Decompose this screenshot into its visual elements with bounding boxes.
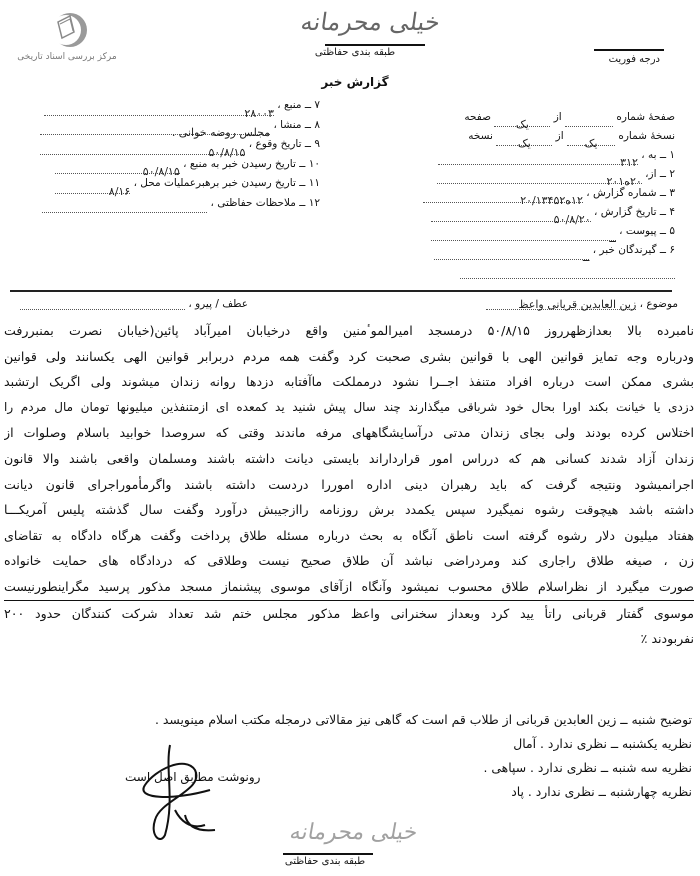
- priority-rule: [594, 49, 664, 51]
- page-number-field: [415, 108, 675, 131]
- reference-label: عطف / پیرو ،: [188, 298, 248, 310]
- field-source-receipt-date: [15, 155, 320, 178]
- field-occurrence-date: [15, 135, 320, 159]
- field-value: ۸/۱۶: [108, 184, 131, 198]
- note-explanation: توضیح شنبه ــ زین العابدین قربانی از طلاب قم است که گاهی نیز مقالاتی درمجله مکتب اسلام مینویسد .: [155, 712, 692, 727]
- page-of-label: از: [553, 111, 562, 123]
- copy-suffix: نسخه: [468, 130, 493, 142]
- body-line: بشری ممکن است درباره افراد متنفذ اجــرا نشود درمملکت ماآفتابه دزدها روانه زندان میشوند ولی اگریک ارتشبد: [4, 374, 694, 390]
- body-line: زن ، صیغه طلاق راجاری کند ومردراضی نباشد آن طلاق صحیح نیست وطلاقی که دردادگاه های حمایت خانواده: [4, 553, 694, 569]
- confidential-stamp: [300, 8, 440, 44]
- copy-number-value: یک: [584, 137, 598, 150]
- field-recipients-continued: [415, 260, 675, 279]
- section-divider: [10, 290, 672, 292]
- field-value: ــ: [582, 251, 590, 264]
- page-total-value: یک: [515, 118, 529, 131]
- reference-field: [20, 298, 248, 310]
- note-tuesday-opinion: نظریه سه شنبه ــ نظری ندارد . سپاهی .: [483, 760, 692, 775]
- field-value: ۵۰/۸/۱۵: [142, 165, 180, 178]
- field-source: [15, 96, 320, 120]
- field-value: مجلس روضه خوانی .: [171, 126, 271, 139]
- certification-text: رونوشت مطابق اصل است: [125, 770, 261, 784]
- field-label: ۱ ــ به ،: [641, 149, 675, 161]
- bottom-classification-rule: [283, 853, 373, 855]
- field-label: ۱۲ ــ ملاحظات حفاظتی ،: [210, 196, 320, 209]
- subject-value: زین العابدین قربانی واعظ: [518, 298, 637, 311]
- report-title: گزارش خبر: [321, 75, 389, 89]
- security-classification-top: طبقه بندی حفاظتی: [314, 47, 396, 58]
- field-label: ۹ ــ تاریخ وقوع ،: [248, 138, 320, 150]
- page-label: صفحهٔ شماره: [616, 111, 675, 123]
- book-globe-icon: [48, 10, 88, 50]
- copy-label: نسخهٔ شماره: [618, 130, 675, 142]
- copy-total-value: یک: [517, 137, 531, 150]
- body-line: نفربودند ٪: [640, 631, 694, 647]
- field-value: ۲۸۰۰۳: [244, 106, 274, 120]
- stamp-rule: [325, 44, 425, 46]
- body-line: موسوی گفتار قربانی راتأ یید کرد وبعداز سخنرانی واعظ مذکور مجلس ختم شد تعداد شرکت کنندگان حدود ۲۰۰: [4, 605, 694, 621]
- field-label: ۶ ــ گیرندگان خبر ،: [592, 244, 675, 256]
- field-label: ۳ ــ شماره گزارش ،: [586, 187, 675, 199]
- subject-label: موضوع ،: [639, 298, 678, 310]
- body-line: دزدی یا خیانت بکند اورا بحال خود شرباقی میگذارند چند سال پیش شنید ید کمعده ای ازمتنفذین میلیونها تومان مال مردم را: [4, 399, 694, 414]
- stamp-handwriting: خیلی محرمانه: [299, 8, 442, 36]
- body-line: اجرانمیشود ونتیجه گرفت که باید رهبران دینی اداره اموررا دردست داشته باشند واگرمأموراجرای قانون دیانت: [4, 476, 694, 492]
- field-label: ۱۱ ــ تاریخ رسیدن خبر برهبرعملیات محل ،: [133, 177, 320, 189]
- page-suffix: صفحه: [464, 111, 491, 123]
- field-to: [415, 146, 675, 169]
- field-label: ۲ ــ از،: [645, 168, 675, 180]
- note-sunday-opinion: نظریه یکشنبه ــ نظری ندارد . آمال: [513, 736, 692, 751]
- field-operations-receipt-date: [15, 174, 320, 198]
- source-fields: [15, 96, 320, 213]
- security-classification-bottom: طبقه بندی حفاظتی: [284, 856, 366, 867]
- report-meta-fields: [415, 108, 675, 279]
- priority-label: درجه فوریت: [608, 54, 660, 65]
- subject-row: [18, 298, 678, 316]
- bottom-stamp-handwriting: خیلی محرمانه: [287, 820, 420, 845]
- field-value: ۵۰/۸/۱۵: [208, 145, 246, 159]
- body-line: داشته باشد هیچوقت رشوه نمیگیرد سپس یکمدد برش روزنامه راازجیبش درآورد وگفت سال گذشته پلیس آمریکـــا: [4, 502, 694, 518]
- field-origin: [15, 116, 320, 139]
- archive-name: مرکز بررسی اسناد تاریخی: [17, 52, 117, 62]
- copy-number-field: [415, 127, 675, 150]
- field-value: ۳۱۲: [620, 156, 638, 169]
- body-line: هفتاد میلیون دلار رشوه گرفته است ناطق آنگاه به بحث درباره مسئله طلاق پرداخت وگفت هرگاه دادگاه به تقاضای: [4, 527, 694, 543]
- field-value: ۵۰/۸/۲۰: [553, 213, 591, 226]
- field-report-date: [415, 203, 675, 226]
- field-value: ــ: [609, 232, 616, 245]
- archive-logo: [12, 10, 122, 70]
- note-wednesday-opinion: نظریه چهارشنبه ــ نظری ندارد . پاد: [511, 784, 692, 799]
- signature-icon: [115, 740, 225, 850]
- field-label: ۸ ــ منشا ،: [273, 118, 320, 131]
- copy-of-label: از: [555, 130, 564, 142]
- field-label: ۷ ــ منبع ،: [277, 99, 320, 111]
- body-line: ودرباره وجه تمایز قوانین الهی با قوانین بشری صحبت کرد وگفت همه مردم دربرابر قوانین الهی یکسانند ولی قوانین: [4, 348, 694, 364]
- field-report-number: [415, 184, 675, 207]
- subject-field: [486, 298, 678, 310]
- body-line: نامبرده بالا بعدازظهرروز ۵۰/۸/۱۵ درمسجد امیرالموٴمنین واقع درخیابان امیرآباد پائین(خیابان نصرت بمنبررفت: [4, 323, 694, 338]
- field-recipients: [415, 241, 675, 264]
- field-label: ۴ ــ تاریخ گزارش ،: [593, 206, 675, 218]
- report-body: [4, 318, 694, 652]
- field-value: ۲۰ه۲۰۱: [606, 175, 642, 188]
- field-label: ۱۰ ــ تاریخ رسیدن خبر به منبع ،: [183, 157, 320, 170]
- field-from: [415, 165, 675, 188]
- body-line: صورت میگیرد از نظراسلام طلاق محسوب نمیشود وآنگاه ازآقای موسوی پیشنماز مسجد مذکور پرسید مگراینطورنیست: [4, 574, 694, 601]
- body-line: اختلاس کرده بودند ولی بجای زندان مدتی درآسایشگاههای مرفه ماندند وقتی که سروصدا خوابید باسلام وصلوات از: [4, 425, 694, 441]
- field-attachment: [415, 222, 675, 245]
- body-line: زندان آزاد شدند کسانی هم که درراس امور قرارداراند بایستی دیانت داشته باشند ومسلمان واقعی باشند والا قانون: [4, 450, 694, 466]
- field-value: ۱۲ه۲۰/۱۳۴۵۲: [520, 194, 583, 207]
- field-label: ۵ ــ پیوست ،: [619, 225, 675, 237]
- field-security-notes: [15, 194, 320, 214]
